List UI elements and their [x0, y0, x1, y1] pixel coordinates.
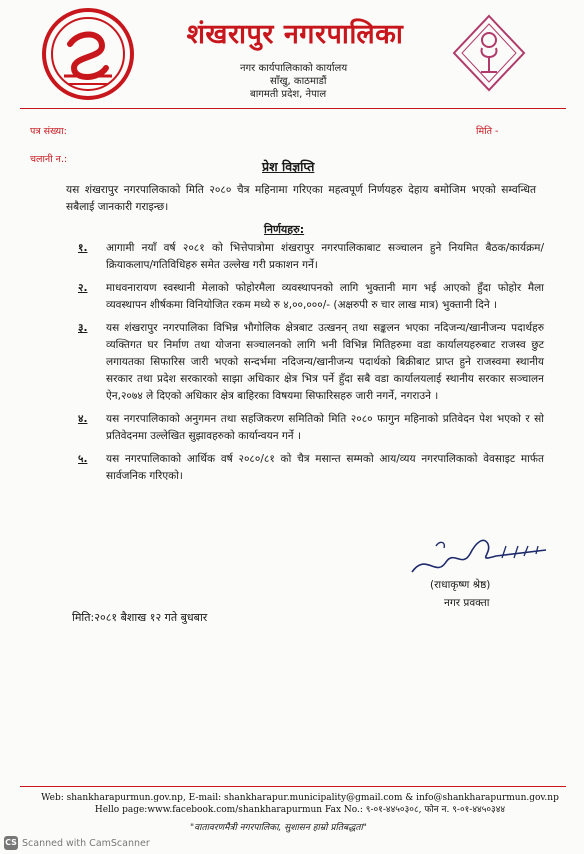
intro-paragraph: यस शंखरापुर नगरपालिकाको मिति २०८० चैत्र महिनामा गरिएका महत्वपूर्ण निर्णयहरु देहाय बमोजिम भएको सम्वन्धित सबैलाई जानकारी गराइन्छ।: [66, 184, 536, 213]
decision-number: ३.: [78, 322, 88, 334]
letter-number-label: पत्र संख्या:: [30, 126, 67, 137]
decision-item-3: [66, 320, 544, 405]
footer-contact: [40, 792, 560, 816]
decision-text: आगामी नयाँ वर्ष २०८१ को भित्तेपात्रोमा शंखरापुर नगरपालिकाबाट सञ्चालन हुने नियमित बैठक/कार्यक्रम/क्रियाकलाप/गतिविधिहरु समेत उल्लेख गरी प्रकाशन गर्ने।: [106, 242, 544, 271]
location-subtitle: साँखु, काठमाडौं: [270, 76, 327, 87]
footer-divider: [20, 786, 566, 787]
press-release-title: प्रेश विज्ञप्ति: [262, 159, 315, 174]
decision-item-4: [66, 411, 544, 445]
decision-number: ५.: [78, 453, 88, 465]
municipality-emblem-icon: [40, 6, 136, 102]
camscanner-icon: CS: [4, 836, 18, 850]
province-subtitle: बागमती प्रदेश, नेपाल: [250, 89, 327, 100]
decisions-list: [66, 240, 544, 491]
decision-text: यस नगरपालिकाको अनुगमन तथा सहजिकरण समितिको मिति २०८० फागुन महिनाको प्रतिवेदन पेश भएको र सो प्रतिवेदनमा उल्लेखित सुझावहरुको कार्यान्वयन गर्ने ।: [106, 413, 544, 442]
decision-number: १.: [78, 242, 88, 254]
date-label: मिति -: [476, 126, 499, 137]
header-divider: [20, 108, 566, 109]
municipality-title: शंखरापुर नगरपालिका: [186, 19, 404, 50]
signatory-role: नगर प्रवक्ता: [444, 597, 490, 609]
footer-facebook-fax: Hello page:www.facebook.com/shankharapurmun Fax No.: ९-०१-४४५०३०८, फोन न. ९-०१-४४५०३४४: [94, 805, 506, 815]
decision-text: यस नगरपालिकाको आर्थिक वर्ष २०८०/८१ को चैत्र मसान्त सम्मको आय/व्यय नगरपालिकाको वेवसाइट मार्फत सार्वजनिक गरिएको।: [106, 453, 544, 482]
decisions-heading: निर्णयहरु:: [264, 223, 305, 236]
footer-web-email: Web: shankharapurmun.gov.np, E-mail: shankharapur.municipality@gmail.com & info@shankharapurmun.gov.np: [41, 793, 559, 803]
decision-item-5: [66, 451, 544, 485]
decision-text: माधवनारायण स्वस्थानी मेलाको फोहोरमैला व्यवस्थापनको लागि भुक्तानी माग भई आएको हुँदा फोहोर मैला व्यवस्थापन शीर्षकमा विनियोजित रकम मध्ये रु ४,००,०००/- (अक्षरुपी रु चार लाख मात्र) भुक्तानी दिने ।: [106, 282, 544, 311]
footer-motto: "वातावरणमैत्री नगरपालिका, सुशासन हाम्रो प्रतिबद्धता": [190, 823, 367, 833]
dispatch-number-label: चलानी न.:: [30, 154, 68, 165]
decision-number: ४.: [78, 413, 88, 425]
decision-item-1: [66, 240, 544, 274]
decision-item-2: [66, 280, 544, 314]
signatory-name: (राधाकृष्ण श्रेष्ठ): [430, 579, 491, 591]
office-subtitle: नगर कार्यपालिकाको कार्यालय: [240, 63, 348, 74]
deity-emblem-icon: [448, 12, 530, 94]
handwritten-signature: [406, 532, 556, 578]
decision-number: २.: [78, 282, 88, 294]
decision-text: यस शंखरापुर नगरपालिका विभिन्न भौगोलिक क्षेत्रबाट उत्खनन् तथा सङ्कलन भएका नदिजन्य/खानीजन्य पदार्थहरु व्यक्तिगत घर निर्माण तथा योजना सञ्चालनको लागि भनी विभिन्न मितिहरुमा वडा कार्यालयहरुबाट राजस्व छुट लगायतका सिफारिस जारी भएको सन्दर्भमा नदिजन्य/खानीजन्य पदार्थको बिक्रीबाट प्राप्त हुने राजस्वमा स्थानीय सरकार तथा प्रदेश सरकारको साझा अधिकार क्षेत्र भित्र पर्ने हुँदा सबै वडा कार्यालयलाई स्थानीय सरकार सञ्चालन ऐन,२०७४ ले दिएको अधिकार क्षेत्र बाहिरका विषयमा सिफारिसहरु जारी नगर्ने, नगराउने ।: [106, 322, 544, 402]
scanner-watermark: [4, 836, 150, 850]
scanner-label: Scanned with CamScanner: [22, 837, 150, 849]
issue-date: मिति:२०८१ बैशाख १२ गते बुधबार: [72, 611, 208, 624]
